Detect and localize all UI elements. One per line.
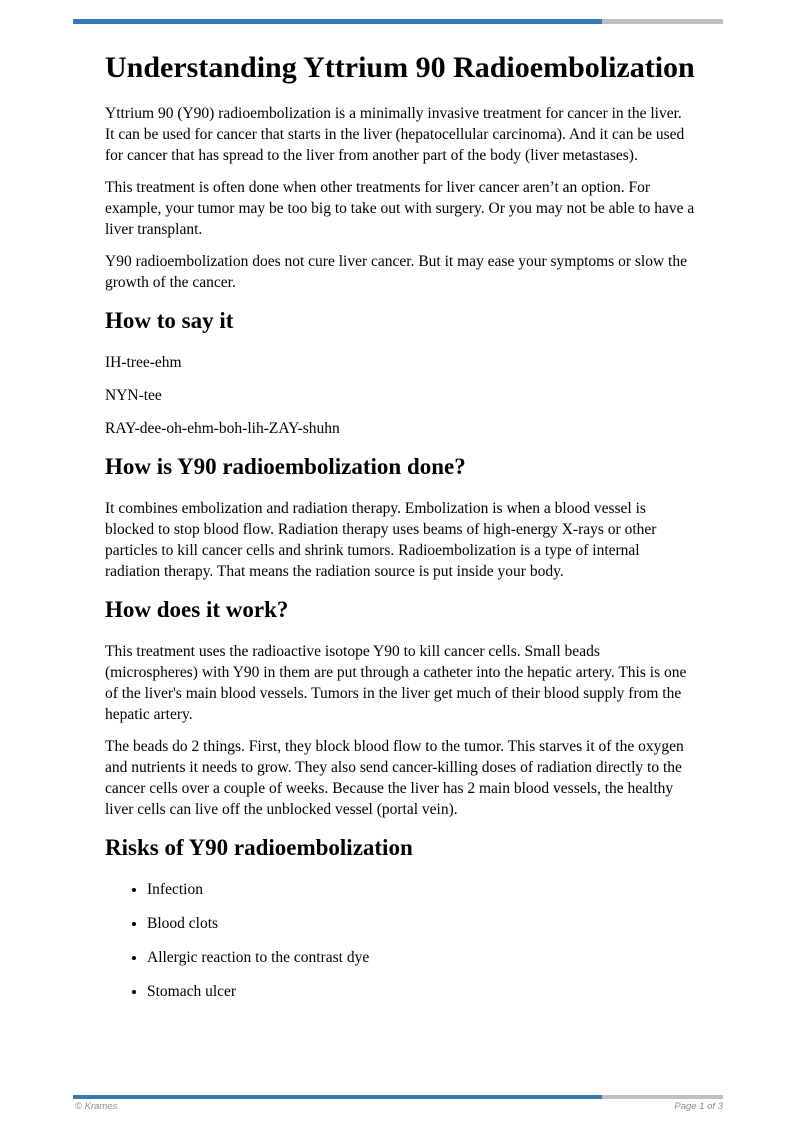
- copyright-text: © Krames: [75, 1101, 118, 1112]
- footer-rule-gray-segment: [602, 1095, 723, 1099]
- page-footer: [75, 1101, 723, 1112]
- list-item: • Allergic reaction to the contrast dye: [147, 947, 695, 968]
- section-heading-how-does-it-work: How does it work?: [105, 597, 289, 622]
- footer-rule: [73, 1095, 723, 1099]
- document-title: Understanding Yttrium 90 Radioembolization: [105, 51, 695, 84]
- list-item: • Blood clots: [147, 913, 695, 934]
- section-heading-how-to-say-it: How to say it: [105, 308, 234, 333]
- intro-paragraph: Yttrium 90 (Y90) radioembolization is a minimally invasive treatment for cancer in the liver. It can be used for cancer that starts in the liver (hepatocellular carcinoma). And it can be used for cancer that has spread to the liver from another part of the body (liver metastases).: [105, 105, 685, 164]
- header-rule: [73, 19, 723, 24]
- risks-list: [105, 879, 695, 1002]
- document-content: [105, 49, 695, 1015]
- section-paragraph: It combines embolization and radiation therapy. Embolization is when a blood vessel is blocked to stop blood flow. Radiation therapy uses beams of high-energy X-rays or other particles to kill cancer cells and shrink tumors. Radioembolization is a type of internal radiation therapy. That means the radiation source is put inside your body.: [105, 500, 657, 580]
- page-number: Page 1 of 3: [674, 1101, 723, 1112]
- pronunciation-line: IH-tree-ehm: [105, 354, 182, 371]
- footer-rule-blue-segment: [73, 1095, 602, 1099]
- intro-paragraph: Y90 radioembolization does not cure liver cancer. But it may ease your symptoms or slow the growth of the cancer.: [105, 253, 687, 291]
- section-paragraph: The beads do 2 things. First, they block blood flow to the tumor. This starves it of the oxygen and nutrients it needs to grow. They also send cancer-killing doses of radiation directly to the cancer cells over a couple of weeks. Because the liver has 2 main blood vessels, the healthy liver cells can live off the unblocked vessel (portal vein).: [105, 738, 684, 818]
- section-paragraph: This treatment uses the radioactive isotope Y90 to kill cancer cells. Small beads (microspheres) with Y90 in them are put through a catheter into the hepatic artery. This is one of the liver's main blood vessels. Tumors in the liver get much of their blood supply from the hepatic artery.: [105, 643, 687, 723]
- pronunciation-line: RAY-dee-oh-ehm-boh-lih-ZAY-shuhn: [105, 420, 340, 437]
- intro-paragraph: This treatment is often done when other treatments for liver cancer aren’t an option. For example, your tumor may be too big to take out with surgery. Or you may not be able to have a liver transplant.: [105, 179, 695, 238]
- section-heading-how-is-it-done: How is Y90 radioembolization done?: [105, 454, 466, 479]
- list-item: • Stomach ulcer: [147, 981, 695, 1002]
- header-rule-blue-segment: [73, 19, 602, 24]
- list-item: • Infection: [147, 879, 695, 900]
- header-rule-gray-segment: [602, 19, 723, 24]
- section-heading-risks: Risks of Y90 radioembolization: [105, 835, 413, 860]
- pronunciation-line: NYN-tee: [105, 387, 162, 404]
